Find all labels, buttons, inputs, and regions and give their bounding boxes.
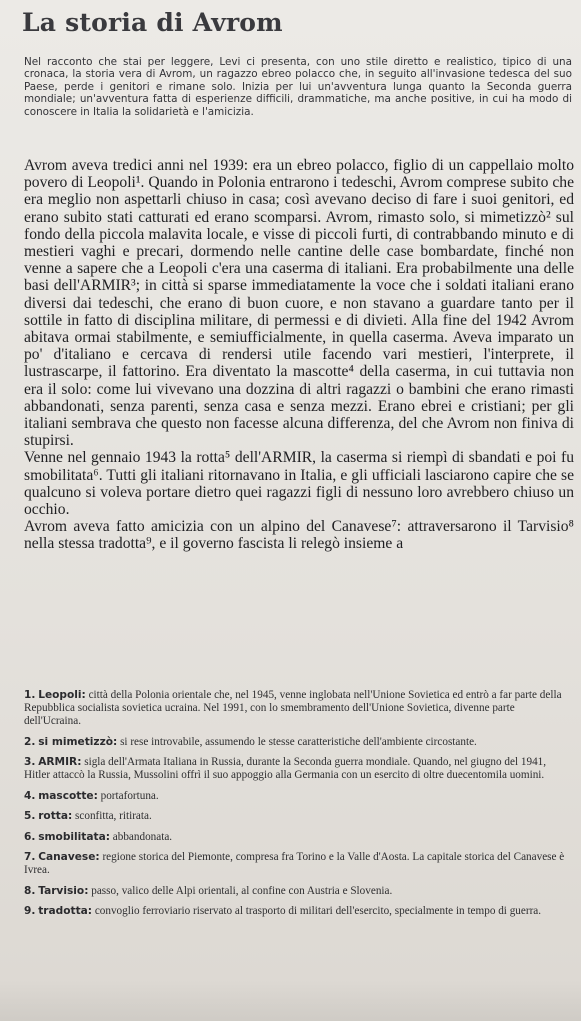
intro-paragraph: Nel racconto che stai per leggere, Levi ci presenta, con uno stile diretto e realistico, tipico di una cronaca, la storia vera di Avrom, un ragazzo ebreo polacco che, in seguito all'invasione tedesca del suo Paese, perde i genitori e rimane solo. Inizia per lui un'avventura lunga quanto la Seconda guerra mondiale; un'avventura fatta di esperienze difficili, drammatiche, ma anche positive, in cui ha modo di conoscere in Italia la solidarietà e l'amicizia. bbox=[24, 56, 572, 118]
footnote-term: si mimetizzò: bbox=[38, 735, 118, 748]
footnote-text: passo, valico delle Alpi orientali, al confine con Austria e Slovenia. bbox=[91, 884, 393, 897]
footnote-number: 1. bbox=[24, 689, 36, 701]
story-paragraph-3: Avrom aveva fatto amicizia con un alpino del Canavese⁷: attraversarono il Tarvisio⁸ nella stessa tradotta⁹, e il governo fascista li relegò insieme a bbox=[24, 518, 574, 553]
footnote-text: convoglio ferroviario riservato al trasporto di militari dell'esercito, specialmente in tempo di guerra. bbox=[94, 904, 542, 917]
footnote-term: ARMIR: bbox=[38, 756, 82, 769]
story-paragraph-1: Avrom aveva tredici anni nel 1939: era un ebreo polacco, figlio di un cappellaio molto povero di Leopoli¹. Quando in Polonia entrarono i tedeschi, Avrom comprese subito che era meglio non aspettarli chiuso in casa; così avevano deciso di fare i suoi genitori, ed erano subito stati catturati ed erano scomparsi. Avrom, rimasto solo, si mimetizzò² sul fondo della piccola malavita locale, e visse di piccoli furti, di contrabbando minuto e di mestieri vaghi e precari, dormendo nelle cantine delle case bombardate, finché non venne a sapere che a Leopoli c'era una caserma di italiani. Era probabilmente una delle basi dell'ARMIR³; in città si sparse immediatamente la voce che i soldati italiani erano diversi dai tedeschi, che erano di buon cuore, e non stavano a guardare tanto per il sottile in fatto di disciplina militare, di permessi e di divieti. Alla fine del 1942 Avrom abitava ormai stabilmente, e semiufficialmente, in quella caserma. Aveva imparato un po' d'italiano e cercava di rendersi utile facendo vari mestieri, l'interprete, il lustrascarpe, il fattorino. Era diventato la mascotte⁴ della caserma, in cui tuttavia non era il solo: come lui vivevano una dozzina di altri ragazzi o bambini che erano rimasti abbandonati, senza parenti, senza casa e senza mezzi. Erano ebrei e cristiani; per gli italiani sembrava che questo non facesse alcuna differenza, del che Avrom non finiva di stupirsi. bbox=[24, 157, 574, 450]
footnote-9 bbox=[24, 905, 572, 918]
footnote-text: sconfitta, ritirata. bbox=[75, 810, 152, 823]
footnote-term: Tarvisio: bbox=[38, 884, 89, 897]
footnote-number: 6. bbox=[24, 830, 36, 843]
footnote-text: si rese introvabile, assumendo le stesse caratteristiche dell'ambiente circostante. bbox=[120, 735, 477, 748]
footnote-text: abbandonata. bbox=[112, 830, 173, 843]
story-text bbox=[24, 157, 574, 553]
footnote-text: portafortuna. bbox=[100, 789, 159, 802]
footnote-number: 2. bbox=[24, 735, 36, 748]
footnote-4 bbox=[24, 790, 572, 803]
footnote-7 bbox=[24, 851, 572, 877]
footnote-6 bbox=[24, 831, 572, 844]
footnote-term: smobilitata: bbox=[38, 830, 110, 843]
footnote-term: tradotta: bbox=[38, 904, 93, 917]
footnote-text: città della Polonia orientale che, nel 1945, venne inglobata nell'Unione Sovietica ed entrò a far parte della Repubblica socialista sovietica ucraina. Nel 1991, con lo smembramento dell'Unione Sovietica, divenne parte dell'Ucraina. bbox=[24, 689, 562, 728]
footnote-3 bbox=[24, 756, 572, 782]
footnote-number: 7. bbox=[24, 850, 36, 863]
footnote-number: 5. bbox=[24, 810, 36, 823]
footnote-1 bbox=[24, 689, 572, 729]
footnote-8 bbox=[24, 885, 572, 898]
footnote-term: Leopoli: bbox=[38, 689, 86, 701]
footnote-number: 4. bbox=[24, 789, 36, 802]
footnote-number: 3. bbox=[24, 756, 36, 769]
footnote-text: regione storica del Piemonte, compresa fra Torino e la Valle d'Aosta. La capitale storica del Canavese è Ivrea. bbox=[24, 850, 565, 877]
footnote-5 bbox=[24, 810, 572, 823]
footnote-number: 8. bbox=[24, 884, 36, 897]
story-paragraph-2: Venne nel gennaio 1943 la rotta⁵ dell'ARMIR, la caserma si riempì di sbandati e poi fu smobilitata⁶. Tutti gli italiani ritornavano in Italia, e gli ufficiali lasciarono capire che se qualcuno si voleva portare dietro quei ragazzi figli di nessuno loro avrebbero chiuso un occhio. bbox=[24, 449, 574, 519]
footnote-term: mascotte: bbox=[38, 789, 98, 802]
footnote-term: rotta: bbox=[38, 810, 73, 823]
footnote-text: sigla dell'Armata Italiana in Russia, durante la Seconda guerra mondiale. Quando, nel giugno del 1941, Hitler attaccò la Russia, Mussolini offrì il suo appoggio alla Germania con un esercito di oltre duecentomila uomini. bbox=[24, 756, 547, 782]
footnote-2 bbox=[24, 736, 572, 749]
footnote-term: Canavese: bbox=[38, 850, 100, 863]
footnotes bbox=[24, 689, 572, 925]
footnote-number: 9. bbox=[24, 904, 36, 917]
page-shadow bbox=[0, 980, 581, 1021]
page-title: La storia di Avrom bbox=[22, 8, 283, 37]
